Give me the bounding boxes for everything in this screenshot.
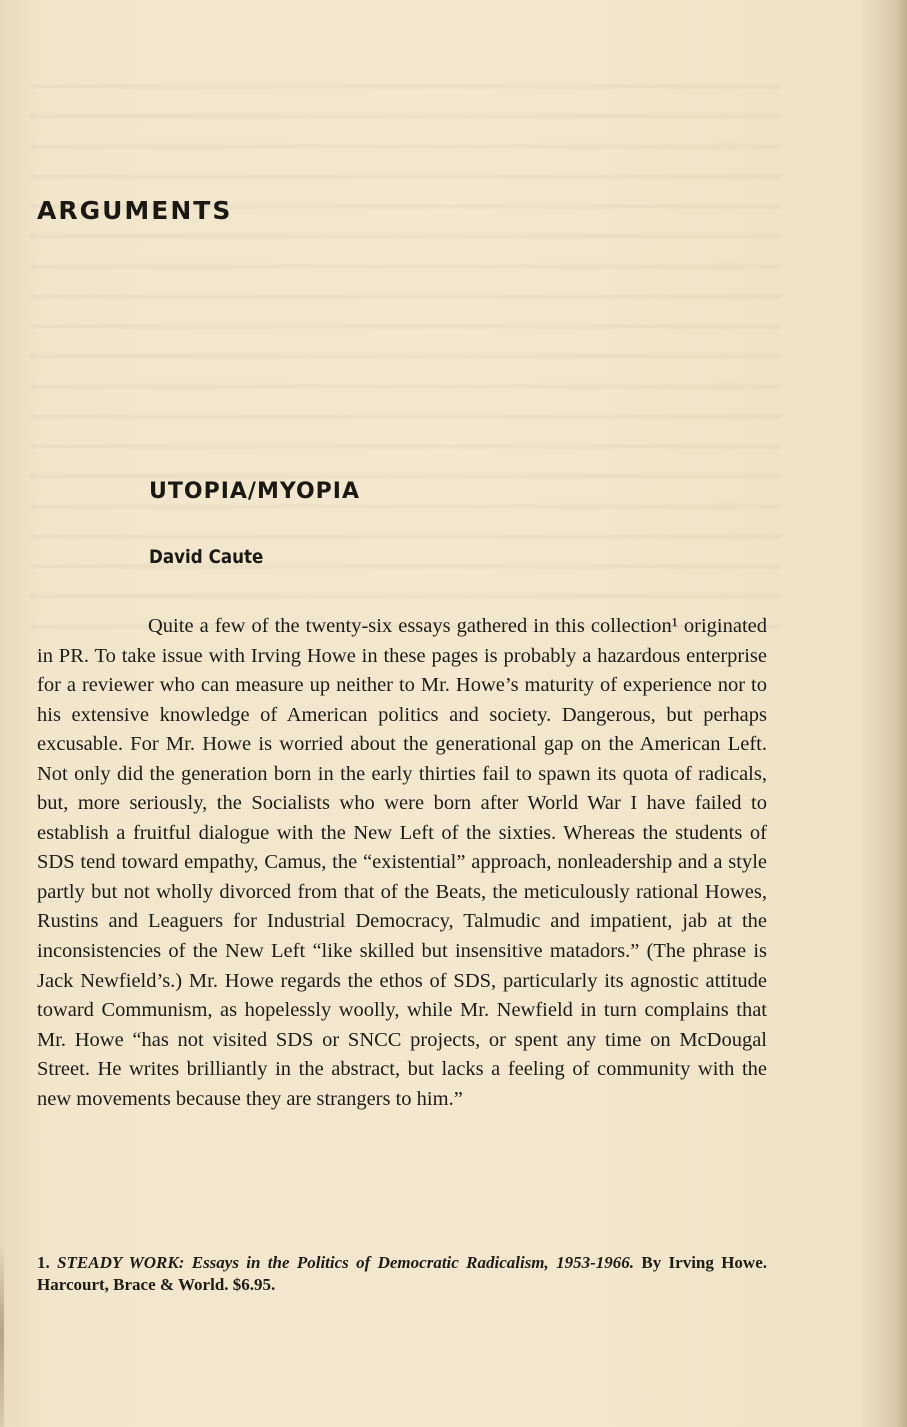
footnote-publication-info: By Irving Howe. Harcourt, Brace & World. $6.95. [37,1253,768,1294]
show-through-text [30,85,780,645]
footnote [37,1252,767,1296]
paragraph-text: Quite a few of the twenty-six essays gathered in this collection¹ originated in PR. To take issue with Irving Howe in these pages is probably a hazardous enterprise for a reviewer who can measure up neither to Mr. Howe’s maturity of experience nor to his extensive knowledge of American politics and society. Dangerous, but perhaps excusable. For Mr. Howe is worried about the generational gap on the American Left. Not only did the generation born in the early thirties fail to spawn its quota of radicals, but, more seriously, the Socialists who were born after World War I have failed to establish a fruitful dialogue with the New Left of the sixties. Whereas the students of SDS tend toward empathy, Camus, the “existential” approach, nonleadership and a style partly but not wholly divorced from that of the Beats, the meticulously rational Howes, Rustins and Leaguers for Industrial Democracy, Talmudic and impatient, jab at the inconsistencies of the New Left “like skilled but insensitive matadors.” (The phrase is Jack Newfield’s.) Mr. Howe regards the ethos of SDS, particularly its agnostic attitude toward Communism, as hopelessly woolly, while Mr. Newfield in turn complains that Mr. Howe “has not visited SDS or SNCC projects, or spent any time on McDougal Street. He writes brilliantly in the abstract, but lacks a feeling of community with the new movements because they are strangers to him.” [37,615,767,1110]
article-title: UTOPIA/MYOPIA [149,479,361,504]
section-label: ARGUMENTS [37,196,233,225]
article-body-paragraph [37,612,767,1114]
footnote-book-title: STEADY WORK: Essays in the Politics of Democratic Radicalism, 1953-1966. [57,1253,635,1272]
binding-shadow [0,1240,4,1427]
article-author: David Caute [149,546,264,568]
footnote-marker: 1. [37,1253,50,1272]
